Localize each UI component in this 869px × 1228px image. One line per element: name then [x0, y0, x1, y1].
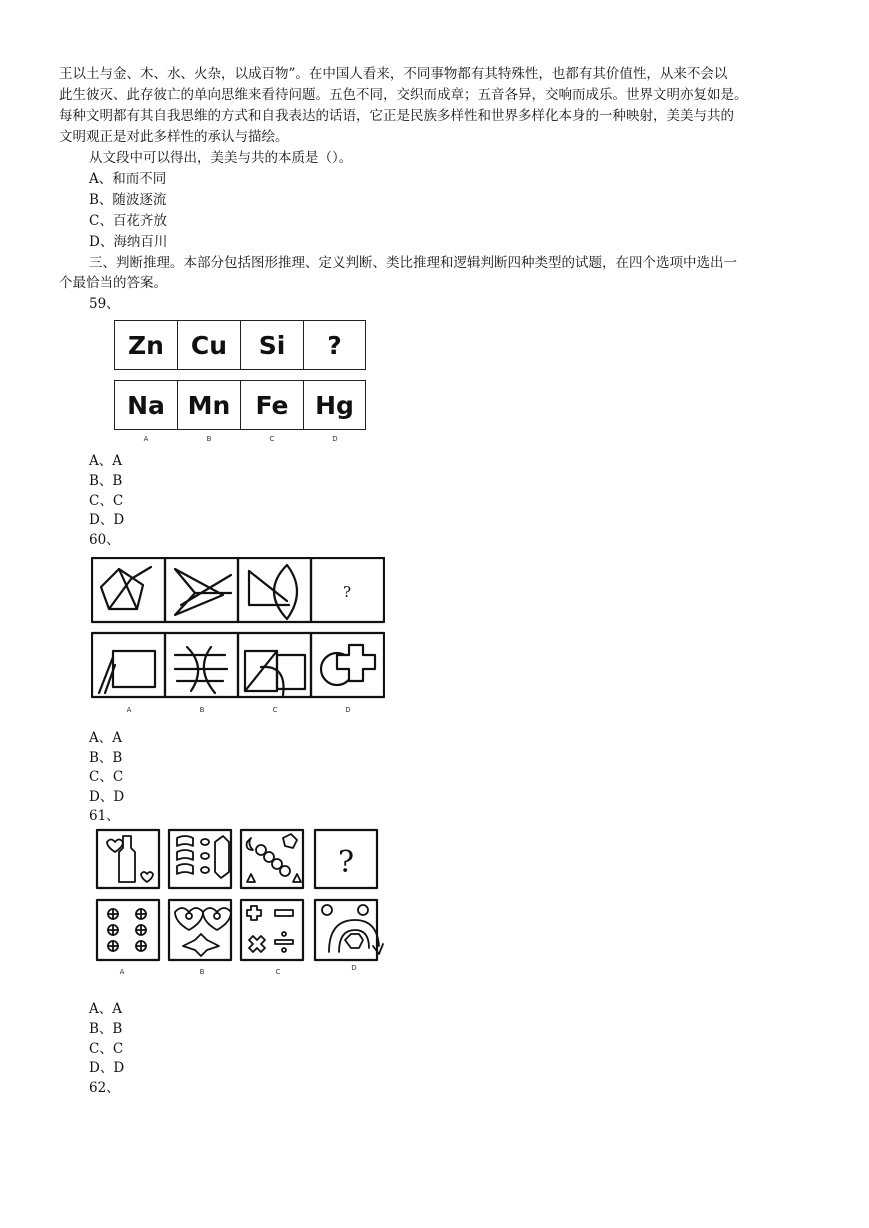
q59-label-d: D: [332, 435, 338, 443]
q61-plus-symbol: [247, 906, 261, 920]
q59-option-cell-c[interactable]: [240, 380, 304, 430]
q61-bottle-icon: [119, 836, 135, 882]
q61-label-d: D: [351, 964, 357, 972]
q60-label-d: D: [345, 706, 351, 714]
q59-option-cell-a[interactable]: [114, 380, 178, 430]
q59-top-text-3: Si: [258, 330, 286, 360]
q59-label-b: B: [206, 435, 212, 443]
passage-line-1: 王以土与金、木、水、火杂，以成百物”。在中国人看来，不同事物都有其特殊性，也都有其价值性，从来不会以: [59, 66, 728, 82]
q60-option-d[interactable]: D、D: [89, 789, 125, 805]
q59-top-cell-2: [177, 320, 241, 370]
q61-label-c: C: [275, 968, 281, 976]
q59-label-c: C: [269, 435, 275, 443]
q59-question-mark: ?: [327, 330, 342, 360]
q60-figure: [91, 557, 385, 719]
q59-option-d[interactable]: D、D: [89, 512, 125, 528]
q60-question-mark: ?: [342, 583, 352, 601]
q59-top-text-2: Cu: [190, 330, 228, 360]
q59-top-cell-3: [240, 320, 304, 370]
question-62-number: 62、: [89, 1080, 120, 1096]
q59-top-text-1: Zn: [128, 330, 164, 360]
q59-bottom-text-2: Mn: [187, 390, 231, 420]
q61-figure: [95, 828, 385, 980]
q59-option-b[interactable]: B、B: [89, 473, 123, 489]
q60-label-b: B: [199, 706, 205, 714]
question-61-number: 61、: [89, 808, 120, 824]
section-heading-line-1: 三、判断推理。本部分包括图形推理、定义判断、类比推理和逻辑判断四种类型的试题，在四个选项中选出一: [89, 255, 737, 271]
q61-pentagon-icon: [283, 834, 297, 848]
q61-label-a: A: [119, 968, 125, 976]
q58-option-c[interactable]: C、百花齐放: [89, 213, 167, 229]
passage-line-2: 此生彼灭、此存彼亡的单向思维来看待问题。五色不同，交织而成章；五音各异，交响而成乐。世界文明亦复如是。: [59, 87, 748, 103]
q61-option-a[interactable]: A、A: [89, 1001, 122, 1017]
q61-option-b[interactable]: B、B: [89, 1021, 123, 1037]
q59-question-cell: [303, 320, 366, 370]
q58-option-b[interactable]: B、随波逐流: [89, 192, 167, 208]
q60-figure-svg: [91, 557, 385, 719]
q59-option-a[interactable]: A、A: [89, 453, 122, 469]
q59-option-cell-d[interactable]: [303, 380, 366, 430]
q58-option-a[interactable]: A、和而不同: [89, 171, 167, 187]
q58-option-d[interactable]: D、海纳百川: [89, 234, 168, 250]
q59-bottom-text-3: Fe: [255, 390, 289, 420]
q60-option-c[interactable]: C、C: [89, 769, 124, 785]
q60-option-box-b: [165, 633, 238, 697]
passage-line-3: 每种文明都有其自我思维的方式和自我表达的话语，它正是民族多样性和世界多样化本身的一种映射，美美与共的: [59, 108, 734, 124]
q61-label-b: B: [199, 968, 205, 976]
q61-circled-plus-grid: [108, 909, 146, 951]
question-58-stem: 从文段中可以得出，美美与共的本质是（）。: [89, 150, 353, 166]
q59-figure: [114, 320, 366, 450]
q61-minus-symbol: [275, 910, 293, 916]
q59-option-c[interactable]: C、C: [89, 493, 124, 509]
section-heading-line-2: 个最恰当的答案。: [59, 275, 167, 291]
q61-option-d[interactable]: D、D: [89, 1060, 125, 1076]
q61-question-mark: ?: [337, 845, 355, 880]
q59-top-cell-1: [114, 320, 178, 370]
q60-label-c: C: [272, 706, 278, 714]
passage-line-4: 文明观正是对此多样性的承认与描绘。: [59, 129, 289, 145]
q60-option-b[interactable]: B、B: [89, 750, 123, 766]
q59-bottom-text-1: Na: [127, 390, 165, 420]
q61-times-symbol: [249, 936, 265, 952]
q61-figure-svg: [95, 828, 385, 980]
q61-option-c[interactable]: C、C: [89, 1041, 124, 1057]
q59-label-a: A: [143, 435, 149, 443]
q61-moon-icon: [247, 838, 253, 850]
question-59-number: 59、: [89, 296, 120, 312]
q61-hexagon-icon: [345, 934, 363, 948]
question-60-number: 60、: [89, 532, 120, 548]
q60-option-a[interactable]: A、A: [89, 730, 122, 746]
q60-label-a: A: [126, 706, 132, 714]
q59-bottom-text-4: Hg: [315, 390, 354, 420]
q59-option-cell-b[interactable]: [177, 380, 241, 430]
q61-divide-symbol: [275, 940, 293, 944]
q60-crescent-shape: [274, 565, 297, 619]
q61-star-icon: [183, 934, 219, 956]
